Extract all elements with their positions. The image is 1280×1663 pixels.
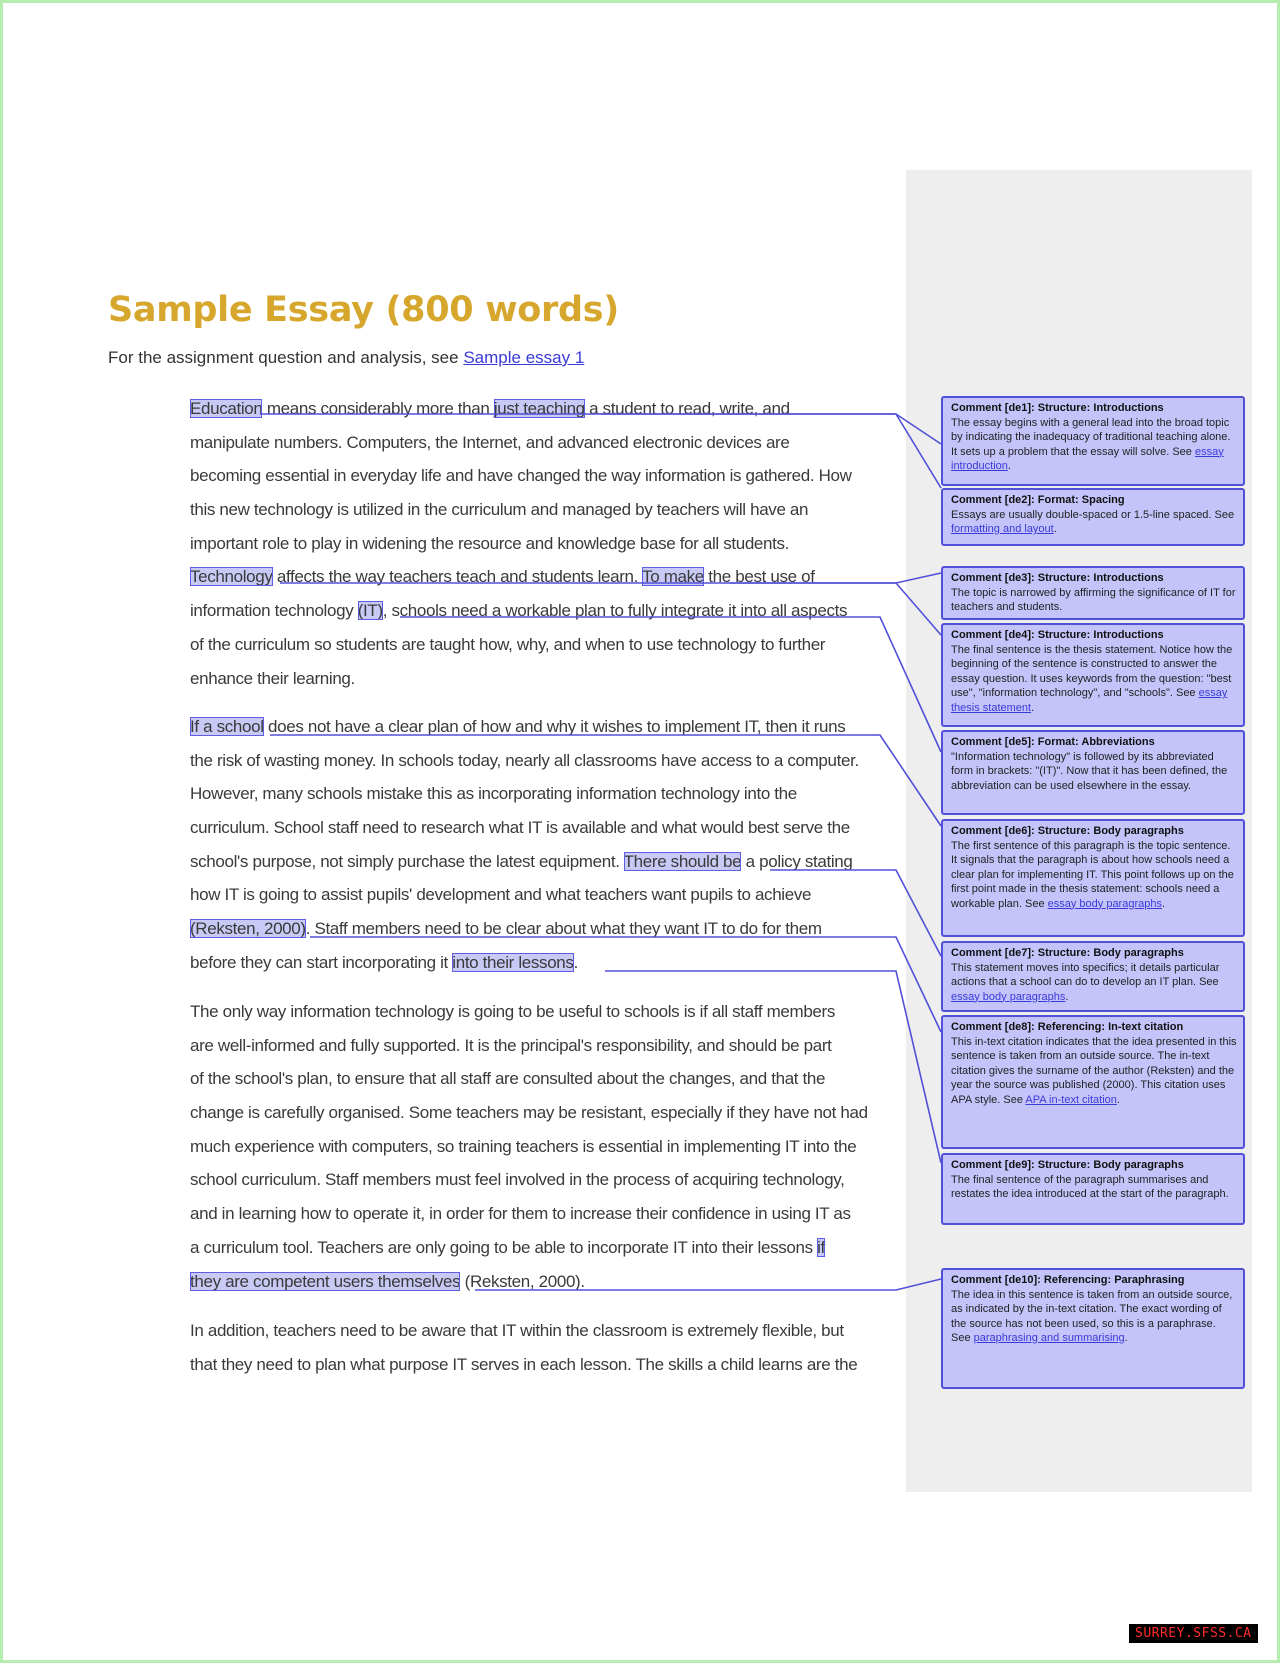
- commented-phrase[interactable]: Education: [190, 399, 263, 418]
- text-run: (Reksten, 2000).: [460, 1271, 585, 1291]
- text-line: [190, 995, 890, 1029]
- paragraph: [190, 995, 890, 1298]
- comment-balloon[interactable]: [941, 1268, 1245, 1389]
- text-line: [190, 912, 890, 946]
- text-run: school curriculum. Staff members must feel involved in the process of acquiring technology,: [190, 1170, 845, 1190]
- site-watermark: SURREY.SFSS.CA: [1129, 1624, 1258, 1643]
- comment-link[interactable]: essay introduction: [951, 445, 1224, 472]
- comment-link[interactable]: essay thesis statement: [951, 687, 1228, 714]
- comment-tail: .: [1124, 1332, 1128, 1344]
- comment-tail: .: [1065, 990, 1069, 1003]
- text-line: [190, 1130, 890, 1164]
- text-run: The only way information technology is going to be useful to schools is if all staff members: [190, 1002, 835, 1021]
- text-run: .: [573, 952, 578, 972]
- comment-tail: .: [1116, 1093, 1120, 1106]
- paragraph: [190, 1314, 890, 1381]
- comment-text: The essay begins with a general lead into the broad topic by indicating the inadequacy of traditional teaching alone. It sets up a problem that the essay will solve. See: [951, 416, 1231, 458]
- text-line: [190, 845, 890, 879]
- comment-balloon[interactable]: [941, 488, 1245, 546]
- text-line: [190, 710, 890, 744]
- text-line: [190, 744, 890, 778]
- commented-phrase[interactable]: (Reksten, 2000): [190, 919, 306, 939]
- text-line: [190, 628, 890, 662]
- text-run: , schools need a workable plan to fully integrate it into all aspects: [382, 601, 848, 621]
- comment-balloon[interactable]: [941, 1153, 1245, 1225]
- text-run: affects the way teachers teach and students learn.: [272, 567, 643, 587]
- comment-tail: .: [1053, 523, 1057, 535]
- paragraph: [190, 392, 890, 695]
- text-line: [190, 1348, 890, 1382]
- comment-heading: Comment [de6]: Structure: Body paragraphs: [951, 825, 1184, 837]
- comment-body: [951, 839, 1237, 912]
- text-line: [190, 459, 890, 493]
- text-run: that they need to plan what purpose IT serves in each lesson. The skills a child learns are the: [190, 1354, 858, 1374]
- essay-subtitle: [108, 348, 584, 368]
- text-line: [190, 1096, 890, 1130]
- comment-link[interactable]: paraphrasing and summarising: [973, 1332, 1125, 1344]
- text-run: a student to read, write, and: [584, 399, 790, 418]
- text-run: change is carefully organised. Some teachers may be resistant, especially if they have not had: [190, 1103, 868, 1123]
- comment-heading: Comment [de2]: Format: Spacing: [951, 494, 1125, 506]
- comment-body: [951, 508, 1237, 537]
- text-run: of the school's plan, to ensure that all staff are consulted about the changes, and that the: [190, 1069, 826, 1089]
- sample-essay-link[interactable]: Sample essay 1: [463, 348, 585, 367]
- text-run: the risk of wasting money. In schools today, nearly all classrooms have access to a computer.: [190, 750, 859, 770]
- text-run: curriculum. School staff need to research what IT is available and what would best serve the: [190, 818, 850, 838]
- comment-text: The final sentence is the thesis statement. Notice how the beginning of the sentence is constructed to answer the essay question. It uses keywords from the question: "best use", "information technology", and "schools". See: [951, 643, 1233, 699]
- comment-heading: Comment [de3]: Structure: Introductions: [951, 572, 1164, 584]
- text-line: [190, 426, 890, 460]
- comment-balloon[interactable]: [941, 819, 1245, 937]
- comment-heading: Comment [de1]: Structure: Introductions: [951, 402, 1164, 414]
- comment-heading: Comment [de4]: Structure: Introductions: [951, 629, 1164, 641]
- comment-balloon[interactable]: [941, 623, 1245, 727]
- commented-phrase[interactable]: Technology: [190, 567, 273, 587]
- text-line: [190, 1163, 890, 1197]
- comment-body: [951, 1173, 1237, 1202]
- text-line: [190, 878, 890, 912]
- comment-link[interactable]: APA in-text citation: [1025, 1093, 1117, 1106]
- comment-text: The first sentence of this paragraph is the topic sentence. It signals that the paragraph is about how schools need a clear plan for implementing IT. This point follows up on the first point made in the thesis statement: schools need a workable plan. See: [951, 839, 1234, 910]
- comment-body: [951, 586, 1237, 615]
- comment-body: [951, 1035, 1237, 1108]
- text-line: [190, 811, 890, 845]
- commented-phrase[interactable]: If a school: [190, 717, 264, 736]
- comment-balloon[interactable]: [941, 396, 1245, 486]
- commented-phrase[interactable]: into their lessons: [452, 952, 574, 972]
- text-line: [190, 662, 890, 696]
- text-run: a policy stating: [741, 851, 853, 871]
- text-run: how IT is going to assist pupils' development and what teachers want pupils to achieve: [190, 885, 812, 905]
- text-run: does not have a clear plan of how and why it wishes to implement IT, then it runs: [263, 717, 846, 736]
- text-line: [190, 1231, 890, 1265]
- text-line: [190, 777, 890, 811]
- text-run: school's purpose, not simply purchase the latest equipment.: [190, 851, 624, 871]
- comment-balloon[interactable]: [941, 1015, 1245, 1149]
- text-line: [190, 1062, 890, 1096]
- comment-tail: .: [1031, 701, 1035, 714]
- text-line: [190, 392, 890, 426]
- commented-phrase[interactable]: (IT): [357, 601, 383, 621]
- text-line: [190, 594, 890, 628]
- comment-text: The final sentence of the paragraph summarises and restates the idea introduced at the start of the paragraph.: [951, 1173, 1229, 1200]
- text-run: enhance their learning.: [190, 668, 355, 688]
- subtitle-text: For the assignment question and analysis, see: [108, 348, 464, 367]
- comment-body: [951, 1288, 1237, 1346]
- comment-text: Essays are usually double-spaced or 1.5-line spaced. See: [951, 508, 1235, 521]
- text-line: [190, 1265, 890, 1299]
- comment-heading: Comment [de7]: Structure: Body paragraphs: [951, 947, 1184, 959]
- comment-body: [951, 750, 1237, 794]
- text-run: a curriculum tool. Teachers are only going to be able to incorporate IT into their lessons: [190, 1237, 818, 1257]
- commented-phrase[interactable]: if: [817, 1237, 825, 1257]
- comment-heading: Comment [de8]: Referencing: In-text citation: [951, 1021, 1184, 1033]
- text-run: the best use of: [703, 567, 815, 587]
- comment-link[interactable]: essay body paragraphs: [951, 990, 1066, 1003]
- comment-balloon[interactable]: [941, 566, 1245, 620]
- comment-text: "Information technology" is followed by its abbreviated form in brackets: "(IT)". Now that it has been defined, the abbreviation can be used elsewhere in the essay.: [951, 750, 1228, 792]
- comment-text: This in-text citation indicates that the idea presented in this sentence is taken from an outside source. The in-text citation gives the surname of the author (Reksten) and the year the source was published (2000). This citation uses APA style. See: [951, 1035, 1237, 1106]
- text-line: [190, 560, 890, 594]
- text-run: In addition, teachers need to be aware that IT within the classroom is extremely flexible, but: [190, 1321, 844, 1340]
- text-line: [190, 1029, 890, 1063]
- text-run: manipulate numbers. Computers, the Internet, and advanced electronic devices are: [190, 432, 790, 452]
- comment-body: [951, 416, 1237, 474]
- comment-body: [951, 961, 1237, 1005]
- text-run: becoming essential in everyday life and have changed the way information is gathered. How: [190, 466, 852, 486]
- comment-tail: .: [1007, 460, 1011, 472]
- text-line: [190, 946, 890, 980]
- comment-text: The topic is narrowed by affirming the significance of IT for teachers and students.: [951, 586, 1236, 613]
- comment-heading: Comment [de10]: Referencing: Paraphrasing: [951, 1274, 1185, 1286]
- text-run: much experience with computers, so training teachers is essential in implementing IT into the: [190, 1136, 857, 1156]
- text-run: However, many schools mistake this as incorporating information technology into the: [190, 784, 797, 804]
- paragraph: [190, 710, 890, 980]
- text-run: before they can start incorporating it: [190, 952, 453, 972]
- comment-tail: .: [1161, 897, 1166, 910]
- comment-balloon[interactable]: [941, 730, 1245, 815]
- text-run: are well-informed and fully supported. It is the principal's responsibility, and should be part: [190, 1035, 832, 1055]
- essay-title: Sample Essay (800 words): [108, 290, 619, 330]
- text-run: important role to play in widening the resource and knowledge base for all students.: [190, 533, 790, 553]
- text-run: information technology: [190, 601, 358, 621]
- comment-text: This statement moves into specifics; it details particular actions that a school can do to develop an IT plan. See: [951, 961, 1220, 988]
- text-line: [190, 527, 890, 561]
- commented-phrase[interactable]: There should be: [623, 851, 742, 871]
- comment-balloon[interactable]: [941, 941, 1245, 1012]
- text-line: [190, 493, 890, 527]
- text-run: means considerably more than: [262, 399, 494, 418]
- comment-heading: Comment [de5]: Format: Abbreviations: [951, 736, 1155, 748]
- text-run: this new technology is utilized in the curriculum and managed by teachers will have an: [190, 500, 809, 520]
- commented-phrase[interactable]: To make: [642, 567, 704, 587]
- text-run: and in learning how to operate it, in order for them to increase their confidence in using IT as: [190, 1204, 851, 1224]
- comment-body: [951, 643, 1237, 716]
- text-run: . Staff members need to be clear about what they want IT to do for them: [305, 919, 822, 939]
- comment-link[interactable]: essay body paragraphs: [1047, 897, 1162, 910]
- comment-heading: Comment [de9]: Structure: Body paragraphs: [951, 1159, 1184, 1171]
- comment-text: The idea in this sentence is taken from an outside source, as indicated by the in-text citation. The exact wording of the source has not been used, so this is a paraphrase. See: [951, 1288, 1233, 1344]
- text-line: [190, 1314, 890, 1348]
- text-line: [190, 1197, 890, 1231]
- comment-link[interactable]: formatting and layout: [951, 523, 1054, 535]
- text-run: of the curriculum so students are taught how, why, and when to use technology to further: [190, 634, 826, 654]
- commented-phrase[interactable]: they are competent users themselves: [190, 1271, 461, 1291]
- commented-phrase[interactable]: just teaching: [493, 399, 585, 418]
